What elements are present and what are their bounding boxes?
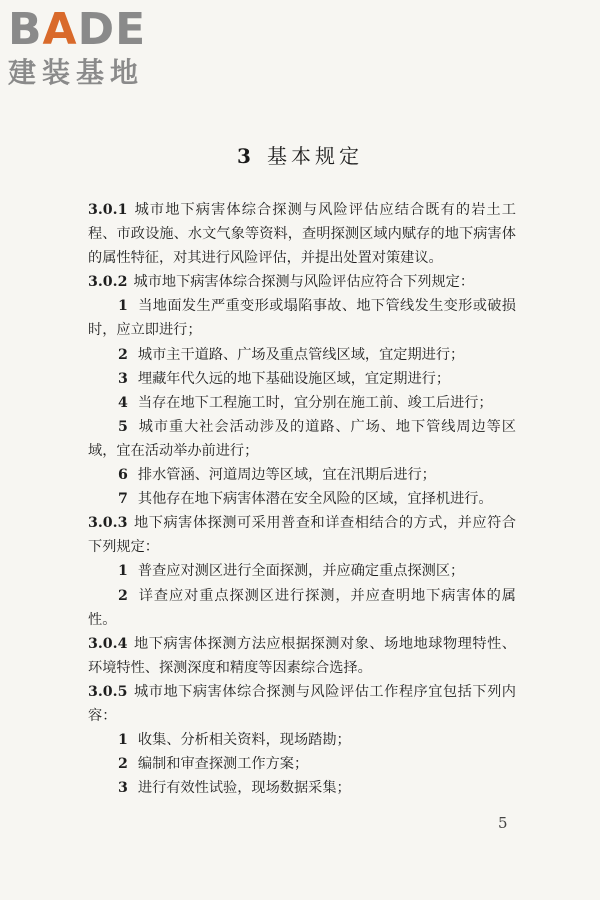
- logo-subtitle: 建装基地: [8, 56, 145, 89]
- document-body: [88, 198, 516, 800]
- list-item: 1 普查应对测区进行全面探测，并应确定重点探测区；: [118, 563, 465, 580]
- list-item: 4 当存在地下工程施工时，宜分别在施工前、竣工后进行；: [118, 394, 493, 411]
- clause-paragraph: 3.0.3 地下病害体探测可采用普查和详查相结合的方式，并应符合下列规定：: [88, 515, 516, 556]
- list-item: 7 其他存在地下病害体潜在安全风险的区域，宜择机进行。: [118, 491, 493, 508]
- list-item: 3 埋藏年代久远的地下基础设施区域，宜定期进行；: [118, 370, 451, 387]
- chapter-number: 3: [237, 144, 255, 168]
- clause-paragraph: 3.0.1 城市地下病害体综合探测与风险评估应结合既有的岩土工程、市政设施、水文气象等资料，查明探测区域内赋存的地下病害体的属性特征，对其进行风险评估，并提出处置对策建议。: [88, 202, 516, 267]
- list-item: 2 编制和审查探测工作方案；: [118, 756, 309, 773]
- list-item: 1 当地面发生严重变形或塌陷事故、地下管线发生变形或破损时，应立即进行；: [88, 298, 516, 339]
- logo-wordmark: BADE: [8, 4, 147, 55]
- list-item: 2 城市主干道路、广场及重点管线区域，宜定期进行；: [118, 346, 465, 363]
- clause-paragraph: 3.0.4 地下病害体探测方法应根据探测对象、场地地球物理特性、环境特性、探测深度和精度等因素综合选择。: [88, 635, 516, 676]
- bade-logo: [8, 6, 178, 96]
- clause-paragraph: 3.0.5 城市地下病害体综合探测与风险评估工作程序宜包括下列内容：: [88, 683, 516, 724]
- list-item: 3 进行有效性试验，现场数据采集；: [118, 780, 351, 797]
- page-number: 5: [498, 814, 508, 832]
- chapter-title: [0, 140, 600, 169]
- list-item: 1 收集、分析相关资料，现场踏勘；: [118, 732, 351, 749]
- list-item: 6 排水管涵、河道周边等区域，宜在汛期后进行；: [118, 467, 436, 484]
- list-item: 2 详查应对重点探测区进行探测，并应查明地下病害体的属性。: [88, 587, 516, 628]
- clause-paragraph: 3.0.2 城市地下病害体综合探测与风险评估应符合下列规定：: [88, 274, 475, 291]
- chapter-title-text: 基本规定: [266, 144, 363, 168]
- list-item: 5 城市重大社会活动涉及的道路、广场、地下管线周边等区域，宜在活动举办前进行；: [88, 418, 516, 459]
